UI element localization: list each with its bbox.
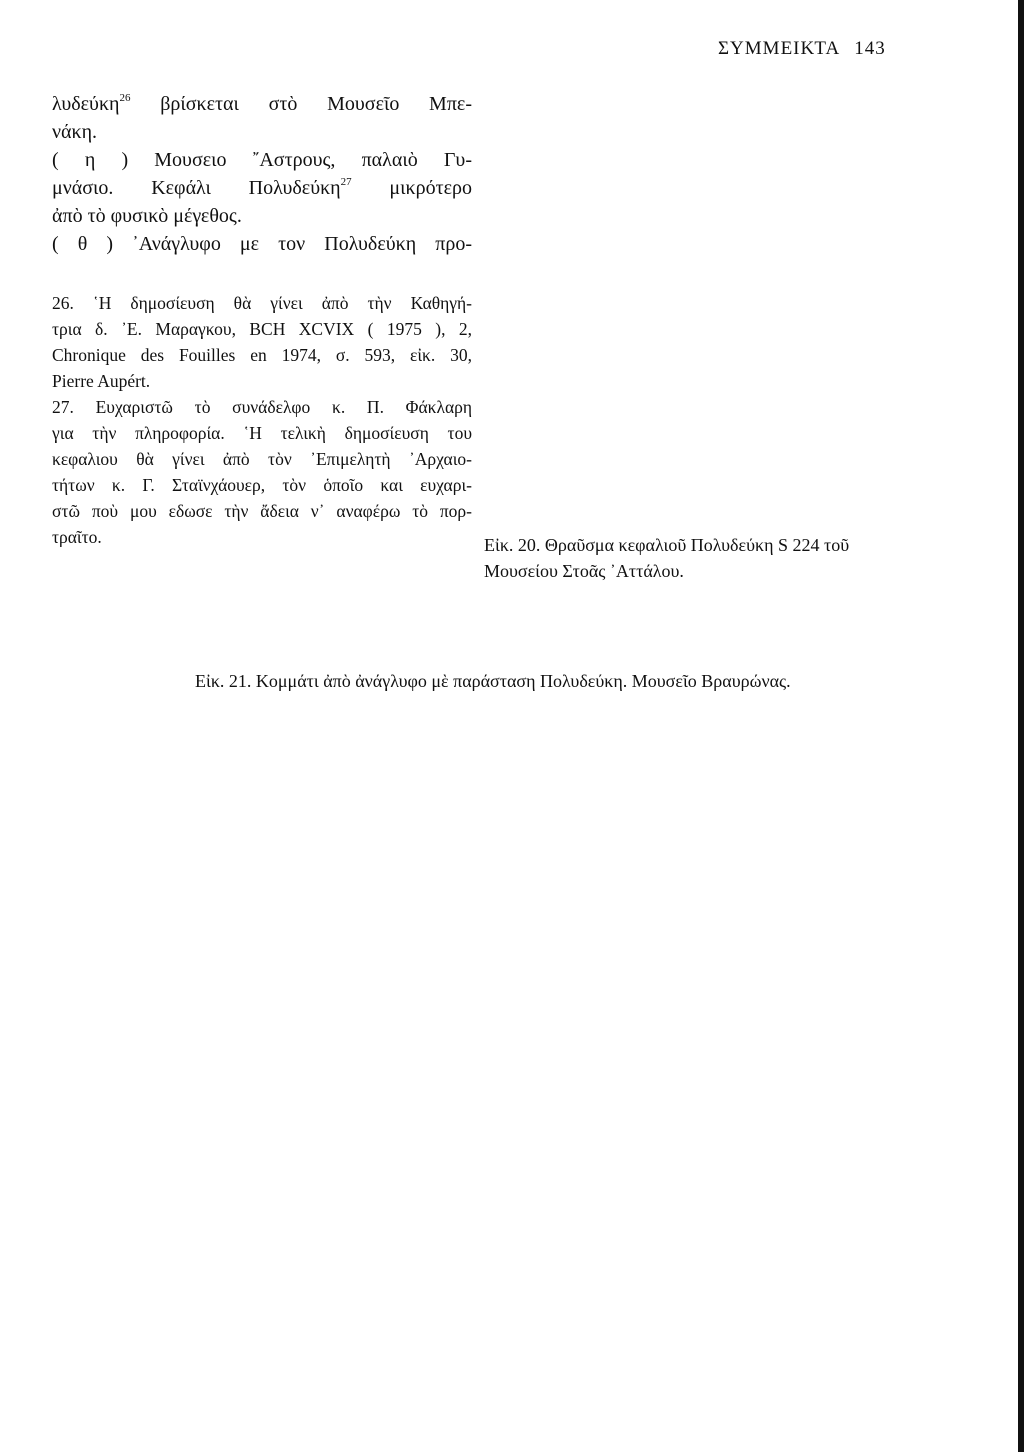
footnote-line: στῶ ποὺ μου εδωσε τὴν ἄδεια ν᾿ αναφέρω τὸ πορ- xyxy=(52,501,472,521)
body-line: ( θ ) ᾿Ανάγλυφο με τον Πολυδεύκη προ- xyxy=(52,233,472,255)
footnote-ref-26: 26 xyxy=(119,92,131,104)
running-head xyxy=(718,38,886,60)
body-line: ἀπὸ τὸ φυσικὸ μέγεθος. xyxy=(52,205,242,227)
footnote-line: 27. Ευχαριστῶ τὸ συνάδελφο κ. Π. Φάκλαρη xyxy=(52,397,472,417)
body-line: μνάσιο. Κεφάλι Πολυδεύκη$^{27}$ μικρότερο xyxy=(52,176,473,199)
footnote-line: Chronique des Fouilles en 1974, σ. 593, εἰκ. 30, xyxy=(52,345,472,365)
footnote-line: τήτων κ. Γ. Σταϊνχάουερ, τὸν ὁποῖο και ευχαρι- xyxy=(52,475,472,495)
page-edge-border xyxy=(1018,0,1024,1452)
caption-line: Εἰκ. 21. Κομμάτι ἀπὸ ἀνάγλυφο μὲ παράσταση Πολυδεύκη. Μουσεῖο Βραυρώνας. xyxy=(195,671,791,691)
figure-20-caption xyxy=(484,532,924,584)
footnote-line: κεφαλιου θὰ γίνει ἀπὸ τὸν ᾿Επιμελητὴ ᾿Αρχαιο- xyxy=(52,449,472,469)
footnote-line: τραῖτο. xyxy=(52,527,102,547)
footnote-ref-27: 27 xyxy=(340,176,352,188)
footnote-line: τρια δ. ᾿Ε. Μαραγκου, BCH XCVIX ( 1975 ), 2, xyxy=(52,319,472,339)
footnote-line: 26. ῾Η δημοσίευση θὰ γίνει ἀπὸ τὴν Καθηγή- xyxy=(52,293,472,313)
page-number: 143 xyxy=(854,38,886,59)
body-line: νάκη. xyxy=(52,121,98,143)
caption-line: Εἰκ. 20. Θραῦσμα κεφαλιοῦ Πολυδεύκη S 224 τοῦ xyxy=(484,535,850,555)
footnote-line: Pierre Aupért. xyxy=(52,371,151,391)
footnote-26 xyxy=(52,290,472,394)
footnote-27 xyxy=(52,394,472,550)
body-line: λυδεύκη$^{26}$ βρίσκεται στὸ Μουσεῖο Μπε- xyxy=(52,92,472,115)
footnote-line: για τὴν πληροφορία. ῾Η τελικὴ δημοσίευση του xyxy=(52,423,472,443)
running-head-title: ΣΥΜΜΕΙΚΤΑ xyxy=(718,38,841,59)
body-line: ( η ) Μουσειο ῎Αστρους, παλαιὸ Γυ- xyxy=(52,149,472,171)
caption-line: Μουσείου Στοᾶς ᾿Αττάλου. xyxy=(484,561,684,581)
footnotes xyxy=(52,290,472,550)
body-text xyxy=(52,90,472,258)
